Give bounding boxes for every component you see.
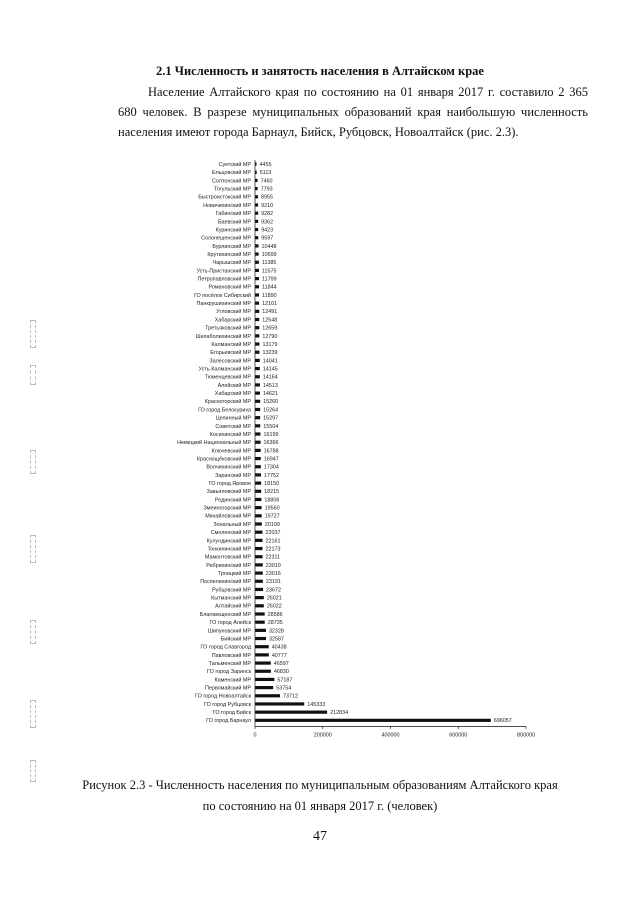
bar <box>255 351 259 354</box>
value-label: 13239 <box>262 350 278 357</box>
bar <box>255 506 262 509</box>
bar <box>255 367 260 370</box>
bar <box>255 326 259 329</box>
value-label: 57187 <box>277 677 293 684</box>
scan-artifact <box>30 365 36 385</box>
bar <box>255 612 265 615</box>
scan-artifact <box>30 450 36 474</box>
bar <box>255 203 258 206</box>
category-label: Усть-Калманский МР <box>198 366 251 373</box>
value-label: 7793 <box>260 186 273 193</box>
value-label: 17752 <box>264 472 280 479</box>
category-label: ГО город Яровое <box>208 481 251 488</box>
value-label: 40438 <box>271 644 287 651</box>
bar <box>255 342 259 345</box>
category-label: Зональный МР <box>213 521 251 528</box>
value-label: 53754 <box>276 685 292 692</box>
value-label: 46830 <box>273 669 289 676</box>
category-label: ГО город Рубцовск <box>204 701 251 708</box>
x-axis-ticks-group <box>254 726 536 738</box>
category-label: Бурлинский МР <box>212 243 251 250</box>
bar <box>255 547 263 550</box>
value-label: 19727 <box>264 513 280 520</box>
bar <box>255 711 327 714</box>
chart-bars-group <box>177 161 512 724</box>
category-label: Кытманский МР <box>211 595 251 602</box>
value-label: 145333 <box>307 701 326 708</box>
bar <box>255 719 491 722</box>
category-label: Ельцовский МР <box>211 170 251 177</box>
category-label: Суетский МР <box>218 161 251 168</box>
value-label: 12491 <box>262 309 278 316</box>
category-label: ГО город Барнаул <box>206 718 251 725</box>
value-label: 696057 <box>493 718 512 725</box>
scan-artifact <box>30 535 36 563</box>
category-label: Ребрихинский МР <box>206 562 251 569</box>
category-label: Егорьевский МР <box>210 350 251 357</box>
value-label: 16788 <box>263 448 279 455</box>
bar <box>255 285 259 288</box>
value-label: 11385 <box>261 260 277 267</box>
category-label: Петропавловский МР <box>197 276 251 283</box>
bar <box>255 678 274 681</box>
bar <box>255 563 263 566</box>
bar <box>255 277 259 280</box>
category-label: Хабарский МР <box>214 317 251 324</box>
bar <box>255 629 266 632</box>
category-label: ГО город Белокуриха <box>198 407 251 414</box>
value-label: 14513 <box>262 382 278 389</box>
value-label: 32328 <box>268 628 284 635</box>
bar <box>255 473 261 476</box>
page-number: 47 <box>313 829 327 844</box>
category-label: Немецкий Национальный МР <box>177 440 251 447</box>
category-label: Ключевский МР <box>211 448 251 455</box>
x-tick-label: 0 <box>253 732 257 739</box>
category-label: Габинский МР <box>215 211 251 218</box>
bar <box>255 310 259 313</box>
bar <box>255 645 269 648</box>
category-label: Панкрушихинский МР <box>196 301 251 308</box>
category-label: Куринский МР <box>215 227 251 234</box>
value-label: 15504 <box>263 423 279 430</box>
value-label: 16947 <box>263 456 279 463</box>
bar <box>255 269 259 272</box>
category-label: Шипуновский МР <box>207 628 251 635</box>
value-label: 22161 <box>265 538 281 545</box>
x-tick-label: 200000 <box>313 732 332 739</box>
category-label: Романовский МР <box>208 284 251 291</box>
scan-artifact <box>30 700 36 728</box>
category-label: ГО город Заринск <box>207 669 251 676</box>
bar <box>255 220 258 223</box>
value-label: 26021 <box>266 595 282 602</box>
bar <box>255 212 258 215</box>
category-label: Поспелихинский МР <box>200 579 251 586</box>
value-label: 14164 <box>262 374 278 381</box>
value-label: 22173 <box>265 546 281 553</box>
value-label: 9210 <box>261 202 274 209</box>
caption-line-2: по состоянию на 01 января 2017 г. (человек) <box>202 799 438 813</box>
bar <box>255 465 261 468</box>
value-label: 20199 <box>264 521 280 528</box>
bar <box>255 580 263 583</box>
value-label: 73712 <box>282 693 298 700</box>
population-bar-chart <box>0 150 640 772</box>
value-label: 11799 <box>261 276 277 283</box>
category-label: Алтайский МР <box>215 603 251 610</box>
bar <box>255 457 261 460</box>
value-label: 26022 <box>266 603 282 610</box>
bar <box>255 318 259 321</box>
value-label: 14621 <box>262 391 278 398</box>
bar <box>255 514 262 517</box>
bar <box>255 522 262 525</box>
value-label: 11890 <box>262 292 277 299</box>
value-label: 28586 <box>267 611 283 618</box>
category-label: Тогульский МР <box>213 186 251 193</box>
bar <box>255 498 261 501</box>
category-label: Залесовский МР <box>209 358 251 365</box>
category-label: Тальменский МР <box>208 660 251 667</box>
value-label: 16199 <box>263 431 279 438</box>
value-label: 11844 <box>262 284 277 291</box>
bar <box>255 653 269 656</box>
value-label: 17304 <box>263 464 279 471</box>
category-label: Третьяковский МР <box>205 325 251 332</box>
body-paragraph <box>118 82 588 142</box>
category-label: Красногорский МР <box>204 399 251 406</box>
x-tick-label: 800000 <box>517 732 535 739</box>
value-label: 15264 <box>263 407 279 414</box>
bar <box>255 531 262 534</box>
bar <box>255 432 260 435</box>
value-label: 9423 <box>261 227 274 234</box>
scan-artifact <box>30 620 36 644</box>
value-label: 9282 <box>261 211 274 218</box>
value-label: 12790 <box>262 333 278 340</box>
caption-line-1: Рисунок 2.3 - Численность населения по муниципальным образованиям Алтайского края <box>82 778 558 792</box>
value-label: 22311 <box>265 554 281 561</box>
value-label: 23191 <box>265 579 281 586</box>
bar <box>255 244 259 247</box>
value-label: 9362 <box>261 219 274 226</box>
bar <box>255 334 259 337</box>
bar <box>255 482 261 485</box>
category-label: Шелаболихинский МР <box>195 333 251 340</box>
bar <box>255 588 263 591</box>
category-label: Бийский МР <box>220 636 251 643</box>
bar <box>255 670 271 673</box>
category-label: Первомайский МР <box>204 685 251 692</box>
category-label: Тонкихинский МР <box>207 546 251 553</box>
category-label: Крутихинский МР <box>207 251 251 258</box>
value-label: 12548 <box>262 317 278 324</box>
category-label: Каменский МР <box>214 677 251 684</box>
scan-artifact <box>30 760 36 782</box>
value-label: 9597 <box>261 235 274 242</box>
category-label: Михайловский МР <box>205 513 251 520</box>
bar <box>255 686 273 689</box>
bar <box>255 228 258 231</box>
value-label: 12659 <box>262 325 278 332</box>
category-label: Солтонский МР <box>212 178 251 185</box>
paragraph-rest: человек. В разрезе муниципальных образований края наибольшую численность населения имеют города Барнаул, Бийск, Рубцовск, Новоалтайск (рис. 2.3). <box>118 105 589 139</box>
bar <box>255 195 258 198</box>
value-label: 19560 <box>264 505 280 512</box>
paragraph-line-1: Население Алтайского края по состоянию на 01 января 2017 г. составило 2 365 680 <box>118 85 588 119</box>
category-label: Троицкий МР <box>217 570 251 577</box>
value-label: 16366 <box>263 440 279 447</box>
value-label: 14145 <box>262 366 278 373</box>
category-label: Солонешенский МР <box>201 235 251 242</box>
category-label: ГО посёлок Сибирский <box>193 292 251 299</box>
value-label: 40777 <box>271 652 287 659</box>
bar <box>255 449 261 452</box>
category-label: Мамонтовский МР <box>204 554 251 561</box>
category-label: Калманский МР <box>211 341 251 348</box>
category-label: Завьяловский МР <box>206 489 251 496</box>
bar <box>255 375 260 378</box>
category-label: Смоленский МР <box>210 530 251 537</box>
bar <box>255 694 280 697</box>
category-label: Тюменцевский МР <box>204 374 251 381</box>
x-tick-label: 600000 <box>449 732 468 739</box>
value-label: 23672 <box>266 587 282 594</box>
category-label: Кулундинский МР <box>206 538 251 545</box>
bar <box>255 359 260 362</box>
category-label: ГО город Новоалтайск <box>195 693 251 700</box>
value-label: 18150 <box>264 481 280 488</box>
value-label: 23016 <box>265 570 281 577</box>
category-label: Новичихинский МР <box>203 202 251 209</box>
scan-artifact <box>30 320 36 348</box>
value-label: 10448 <box>261 243 277 250</box>
value-label: 23010 <box>265 562 281 569</box>
value-label: 212834 <box>330 710 349 717</box>
category-label: Краснощёковский МР <box>196 456 251 463</box>
category-label: Советский МР <box>215 423 251 430</box>
category-label: Змеиногорский МР <box>203 505 251 512</box>
value-label: 4455 <box>259 161 272 168</box>
bar <box>255 604 264 607</box>
figure-caption <box>0 775 640 817</box>
value-label: 18215 <box>264 489 280 496</box>
category-label: Быстроистокский МР <box>198 194 251 201</box>
bar <box>255 252 259 255</box>
category-label: Хабарский МР <box>214 391 251 398</box>
category-label: ГО город Алейск <box>209 620 251 627</box>
category-label: Чарышский МР <box>212 260 251 267</box>
bar <box>255 637 266 640</box>
bar <box>255 392 260 395</box>
bar <box>255 596 264 599</box>
category-label: Благовещенский МР <box>199 611 251 618</box>
bar <box>255 408 260 411</box>
bar <box>255 424 260 427</box>
bar <box>255 490 261 493</box>
x-tick-label: 400000 <box>381 732 400 739</box>
category-label: ГО город Бийск <box>212 710 251 717</box>
value-label: 46597 <box>273 660 289 667</box>
category-label: Родинский МР <box>214 497 251 504</box>
section-heading: 2.1 Численность и занятость населения в Алтайском крае <box>156 64 484 78</box>
bar <box>255 383 260 386</box>
category-label: Заринский МР <box>215 472 251 479</box>
bar <box>255 302 259 305</box>
category-label: Усть-Пристанский МР <box>196 268 251 275</box>
bar <box>255 661 271 664</box>
value-label: 11575 <box>261 268 277 275</box>
value-label: 10699 <box>261 251 277 258</box>
value-label: 12101 <box>262 301 278 308</box>
category-label: Целинный МР <box>215 415 251 422</box>
category-label: Косихинский МР <box>209 431 251 438</box>
category-label: Алейский МР <box>217 382 251 389</box>
value-label: 5113 <box>259 170 272 177</box>
value-label: 8955 <box>261 194 274 201</box>
category-label: Павловский МР <box>211 652 251 659</box>
value-label: 28735 <box>267 620 283 627</box>
bar <box>255 261 259 264</box>
bar <box>255 293 259 296</box>
bar <box>255 621 265 624</box>
bar <box>255 555 263 558</box>
category-label: ГО город Славгород <box>200 644 251 651</box>
bar <box>255 441 261 444</box>
value-label: 22037 <box>265 530 281 537</box>
bar <box>255 702 304 705</box>
category-label: Рубцовский МР <box>212 587 251 594</box>
category-label: Угловский МР <box>216 309 251 316</box>
value-label: 18806 <box>264 497 280 504</box>
value-label: 15260 <box>263 399 279 406</box>
value-label: 14041 <box>262 358 278 365</box>
bar <box>255 236 258 239</box>
category-label: Баевский МР <box>218 219 251 226</box>
bar <box>255 400 260 403</box>
bar <box>255 539 263 542</box>
bar <box>255 571 263 574</box>
category-label: Волчихинский МР <box>206 464 251 471</box>
value-label: 13179 <box>262 341 278 348</box>
value-label: 7460 <box>260 178 273 185</box>
value-label: 32587 <box>269 636 285 643</box>
bar <box>255 416 260 419</box>
value-label: 15297 <box>263 415 279 422</box>
